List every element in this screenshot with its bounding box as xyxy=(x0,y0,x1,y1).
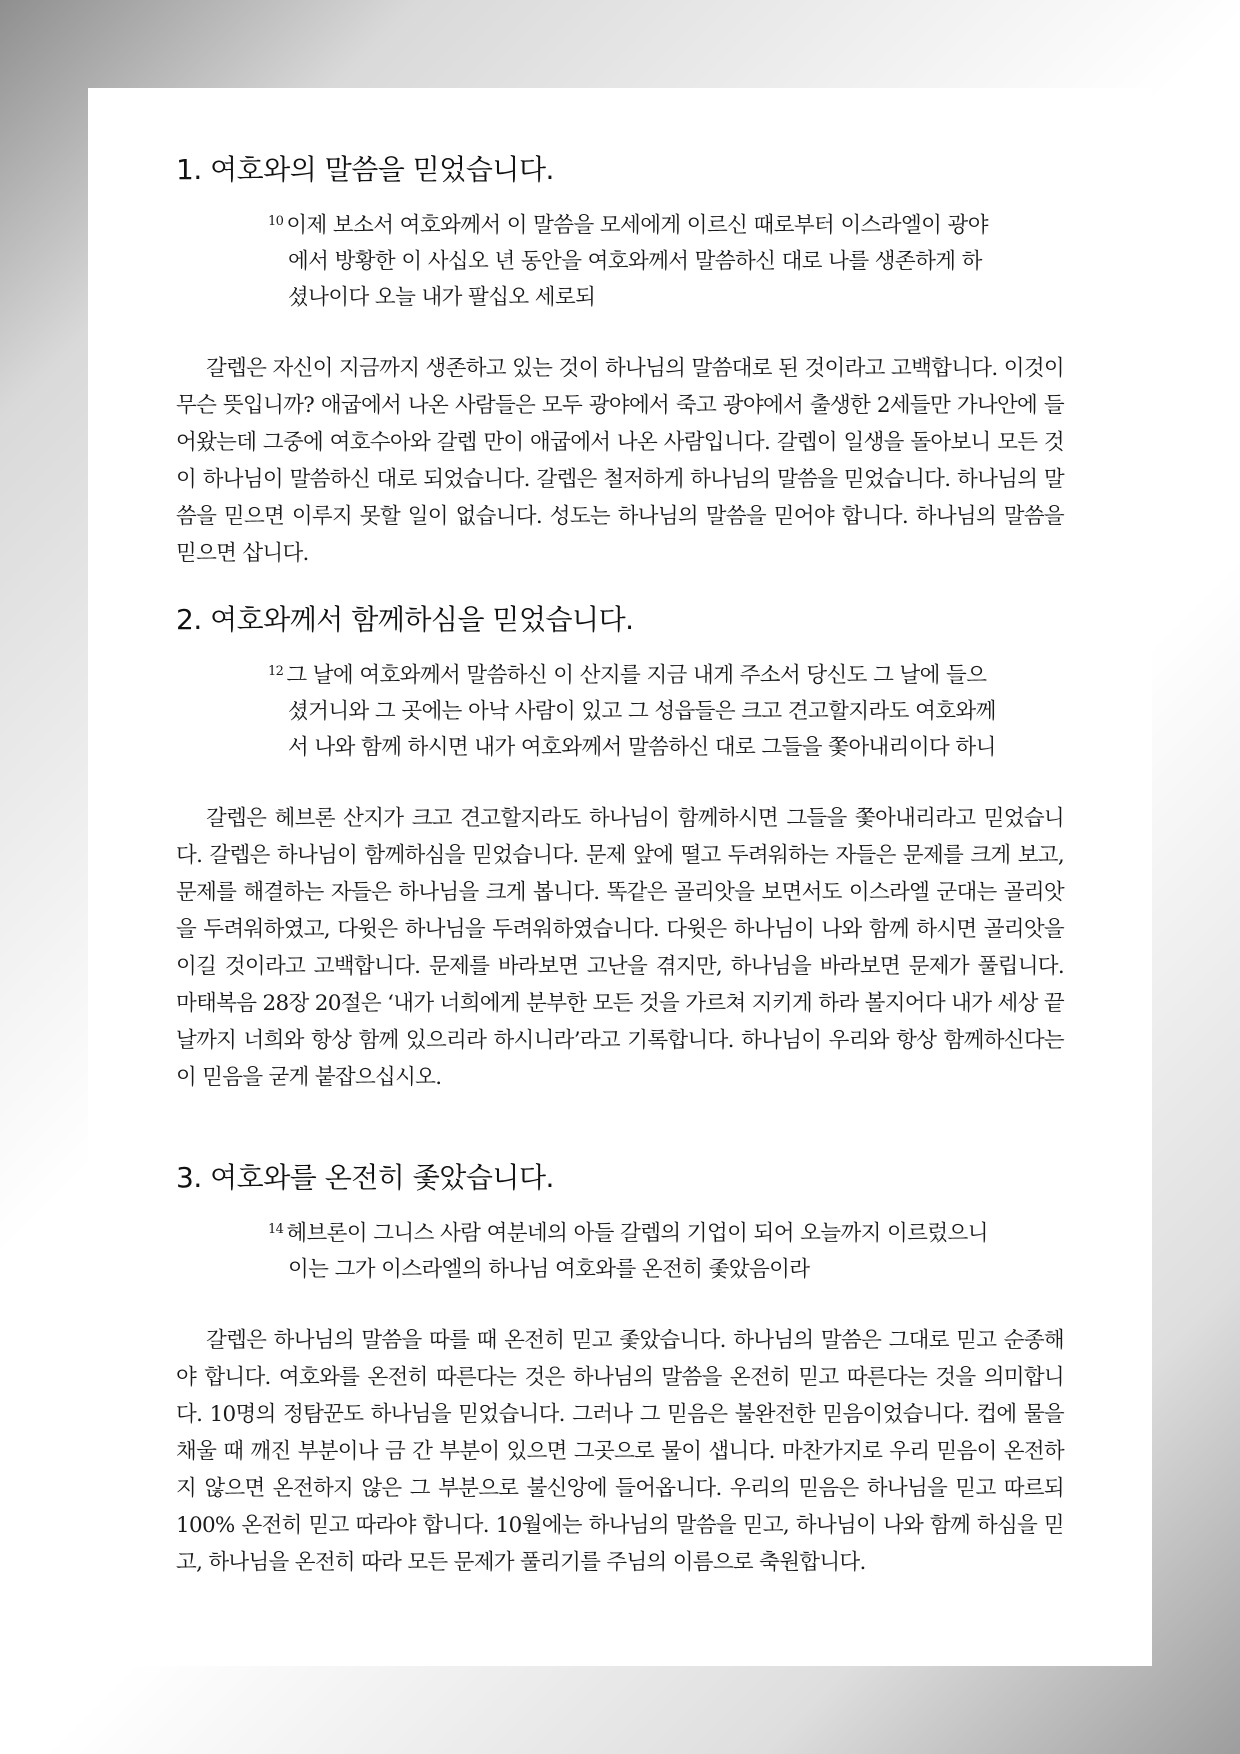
body-paragraph: 갈렙은 헤브론 산지가 크고 견고할지라도 하나님이 함께하시면 그들을 쫓아내리라고 믿었습니다. 갈렙은 하나님이 함께하심을 믿었습니다. 문제 앞에 떨고 두려워하는 자들은 문제를 크게 보고, 문제를 해결하는 자들은 하나님을 크게 봅니다. 똑같은 골리앗을 보면서도 이스라엘 군대는 골리앗을 두려워하였고, 다윗은 하나님을 두려워하였습니다. 다윗은 하나님이 나와 함께 하시면 골리앗을 이길 것이라고 고백합니다. 문제를 바라보면 고난을 겪지만, 하나님을 바라보면 문제가 풀립니다. 마태복음 28장 20절은 ‘내가 너희에게 분부한 모든 것을 가르쳐 지키게 하라 볼지어다 내가 세상 끝날까지 너희와 항상 함께 있으리라 하시니라’라고 기록합니다. 하나님이 우리와 항상 함께하신다는 이 믿음을 굳게 붙잡으십시오. xyxy=(176,806,1065,1090)
section-1 xyxy=(176,150,1064,572)
section-heading: 1. 여호와의 말씀을 믿었습니다. xyxy=(176,153,554,186)
verse-text: 그 날에 여호와께서 말씀하신 이 산지를 지금 내게 주소서 당신도 그 날에 들으셨거니와 그 곳에는 아낙 사람이 있고 그 성읍들은 크고 견고할지라도 여호와께서 나와 함께 하시면 내가 여호와께서 말씀하신 대로 그들을 쫓아내리이다 하니 xyxy=(286,663,996,760)
section-heading: 2. 여호와께서 함께하심을 믿었습니다. xyxy=(176,603,634,636)
body-paragraph: 갈렙은 자신이 지금까지 생존하고 있는 것이 하나님의 말씀대로 된 것이라고 고백합니다. 이것이 무슨 뜻입니까? 애굽에서 나온 사람들은 모두 광야에서 죽고 광야에서 출생한 2세들만 가나안에 들어왔는데 그중에 여호수아와 갈렙 만이 애굽에서 나온 사람입니다. 갈렙이 일생을 돌아보니 모든 것이 하나님이 말씀하신 대로 되었습니다. 갈렙은 철저하게 하나님의 말씀을 믿었습니다. 하나님의 말씀을 믿으면 이루지 못할 일이 없습니다. 성도는 하나님의 말씀을 믿어야 합니다. 하나님의 말씀을 믿으면 삽니다. xyxy=(176,356,1064,566)
section-2 xyxy=(176,600,1064,1096)
verse-number: 10 xyxy=(268,214,284,229)
document-page xyxy=(88,88,1152,1666)
body-paragraph: 갈렙은 하나님의 말씀을 따를 때 온전히 믿고 좇았습니다. 하나님의 말씀은 그대로 믿고 순종해야 합니다. 여호와를 온전히 따른다는 것은 하나님의 말씀을 온전히 믿고 따른다는 것을 의미합니다. 10명의 정탐꾼도 하나님을 믿었습니다. 그러나 그 믿음은 불완전한 믿음이었습니다. 컵에 물을 채울 때 깨진 부분이나 금 간 부분이 있으면 그곳으로 물이 샙니다. 마찬가지로 우리 믿음이 온전하지 않으면 온전하지 않은 그 부분으로 불신앙에 들어옵니다. 우리의 믿음은 하나님을 믿고 따르되 100% 온전히 믿고 따라야 합니다. 10월에는 하나님의 말씀을 믿고, 하나님이 나와 함께 하심을 믿고, 하나님을 온전히 따라 모든 문제가 풀리기를 주님의 이름으로 축원합니다. xyxy=(176,1328,1064,1575)
scripture-verse xyxy=(268,1216,998,1288)
verse-text: 이제 보소서 여호와께서 이 말씀을 모세에게 이르신 때로부터 이스라엘이 광야에서 방황한 이 사십오 년 동안을 여호와께서 말씀하신 대로 나를 생존하게 하셨나이다 오늘 내가 팔십오 세로되 xyxy=(286,213,988,310)
verse-text: 헤브론이 그니스 사람 여분네의 아들 갈렙의 기업이 되어 오늘까지 이르렀으니 이는 그가 이스라엘의 하나님 여호와를 온전히 좇았음이라 xyxy=(286,1221,988,1282)
verse-number: 12 xyxy=(268,664,284,679)
scripture-verse xyxy=(268,658,998,766)
scripture-verse xyxy=(268,208,998,316)
section-3 xyxy=(176,1158,1064,1581)
section-heading: 3. 여호와를 온전히 좇았습니다. xyxy=(176,1161,554,1194)
verse-number: 14 xyxy=(268,1222,284,1237)
